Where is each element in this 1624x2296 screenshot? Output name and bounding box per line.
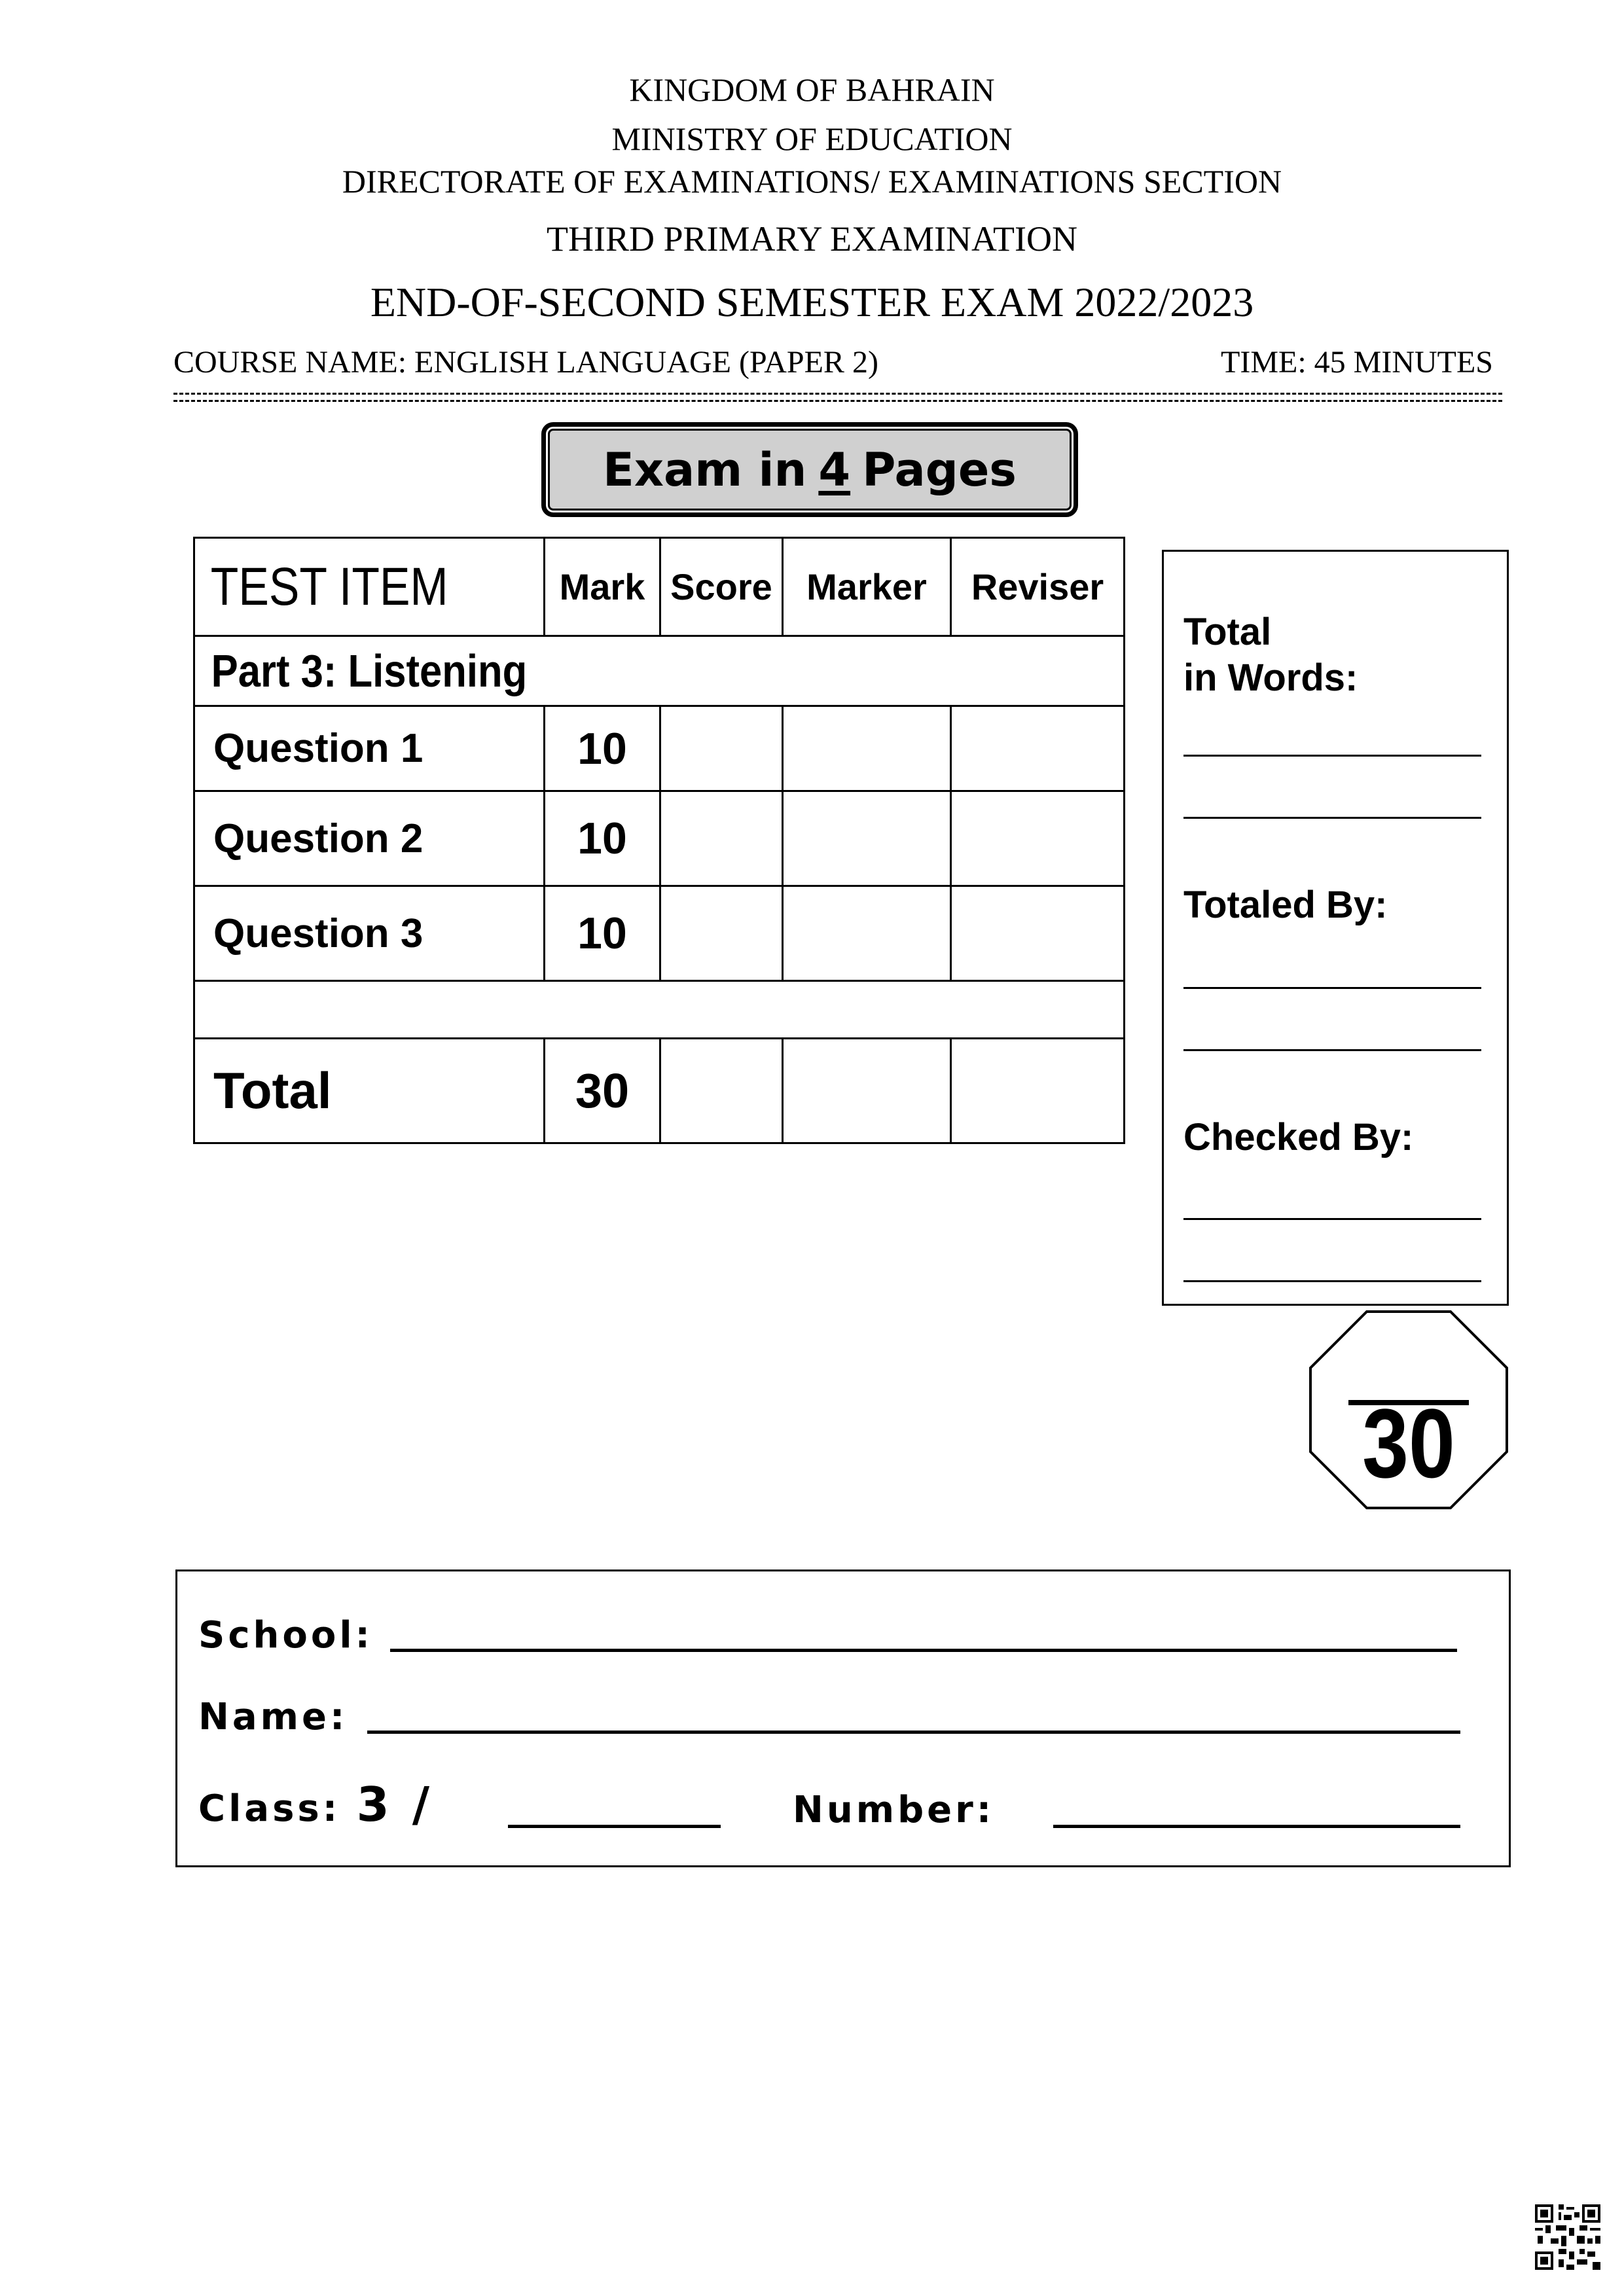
part-row <box>194 636 1125 706</box>
header-test-item: TEST ITEM <box>194 538 545 636</box>
checked-by-line-2[interactable] <box>1183 1280 1481 1282</box>
number-field[interactable] <box>1053 1825 1460 1828</box>
question-2-label: Question 2 <box>194 791 545 886</box>
score-max-value: 30 <box>1362 1388 1455 1498</box>
question-3-label: Question 3 <box>194 886 545 981</box>
total-score-cell[interactable] <box>660 1039 783 1143</box>
total-row <box>194 1039 1125 1143</box>
school-field[interactable] <box>390 1649 1457 1652</box>
class-value: 3 / <box>356 1777 433 1832</box>
checked-by-line-1[interactable] <box>1183 1218 1481 1220</box>
total-reviser-cell[interactable] <box>951 1039 1125 1143</box>
pages-prefix: Exam in <box>603 442 807 497</box>
question-2-mark: 10 <box>545 791 660 886</box>
question-2-score-cell[interactable] <box>660 791 783 886</box>
question-3-score-cell[interactable] <box>660 886 783 981</box>
table-row <box>194 791 1125 886</box>
totaled-by-line-2[interactable] <box>1183 1049 1481 1051</box>
header-mark: Mark <box>545 538 660 636</box>
number-label: Number: <box>793 1789 995 1831</box>
totaled-by-label: Totaled By: <box>1183 884 1388 926</box>
header-score: Score <box>660 538 783 636</box>
totaled-by-line-1[interactable] <box>1183 987 1481 989</box>
header-directorate: DIRECTORATE OF EXAMINATIONS/ EXAMINATIONS SECTION <box>342 163 1282 200</box>
part-label: Part 3: Listening <box>194 636 1125 706</box>
table-row <box>194 706 1125 791</box>
table-header-row <box>194 538 1125 636</box>
question-1-label: Question 1 <box>194 706 545 791</box>
student-info-box <box>175 1570 1511 1867</box>
question-2-reviser-cell[interactable] <box>951 791 1125 886</box>
test-items-table <box>193 537 1125 1144</box>
name-field[interactable] <box>367 1731 1460 1734</box>
exam-pages-box <box>541 422 1078 517</box>
exam-time: TIME: 45 MINUTES <box>1221 345 1493 380</box>
question-1-mark: 10 <box>545 706 660 791</box>
total-words-line-2[interactable] <box>1183 817 1481 819</box>
total-mark: 30 <box>545 1039 660 1143</box>
qr-code-icon <box>1535 2204 1600 2270</box>
class-label: Class: 3 / <box>198 1777 433 1832</box>
header-marker: Marker <box>783 538 951 636</box>
course-name: COURSE NAME: ENGLISH LANGUAGE (PAPER 2) <box>173 345 878 380</box>
question-2-marker-cell[interactable] <box>783 791 951 886</box>
pages-suffix: Pages <box>862 442 1017 497</box>
question-1-marker-cell[interactable] <box>783 706 951 791</box>
header-exam-title: END-OF-SECOND SEMESTER EXAM 2022/2023 <box>370 279 1254 325</box>
checked-by-label: Checked By: <box>1183 1116 1414 1158</box>
question-3-mark: 10 <box>545 886 660 981</box>
question-1-reviser-cell[interactable] <box>951 706 1125 791</box>
header-divider <box>173 393 1502 402</box>
header-kingdom: KINGDOM OF BAHRAIN <box>629 71 995 108</box>
pages-count: 4 <box>818 442 851 497</box>
question-3-reviser-cell[interactable] <box>951 886 1125 981</box>
header-ministry: MINISTRY OF EDUCATION <box>611 120 1013 157</box>
total-in-words-label: Total in Words: <box>1183 611 1358 699</box>
total-label: Total <box>194 1039 545 1143</box>
spacer-row <box>194 981 1125 1039</box>
class-section-field[interactable] <box>508 1825 721 1828</box>
header-exam-level: THIRD PRIMARY EXAMINATION <box>546 219 1077 259</box>
total-words-line-1[interactable] <box>1183 755 1481 757</box>
school-label: School: <box>198 1614 373 1657</box>
total-marker-cell[interactable] <box>783 1039 951 1143</box>
header-reviser: Reviser <box>951 538 1125 636</box>
totals-side-box <box>1162 550 1509 1306</box>
table-row <box>194 886 1125 981</box>
question-1-score-cell[interactable] <box>660 706 783 791</box>
question-3-marker-cell[interactable] <box>783 886 951 981</box>
name-label: Name: <box>198 1696 348 1738</box>
spacer-cell <box>194 981 1125 1039</box>
